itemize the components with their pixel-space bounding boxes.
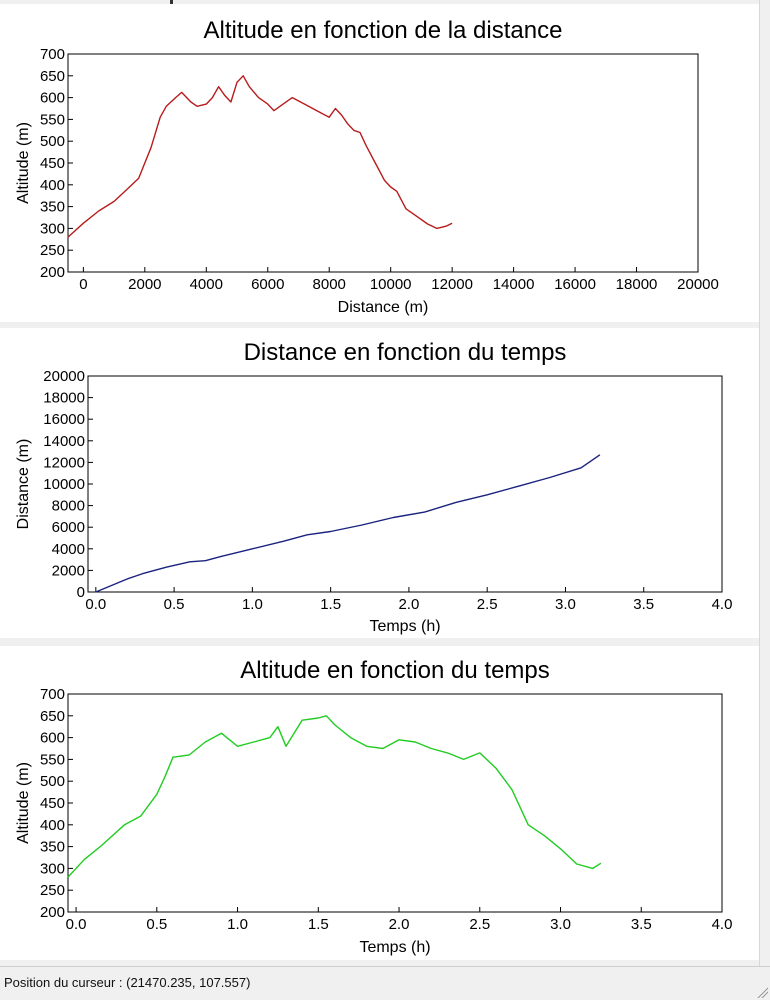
chart-1-x-tick-label: 16000 [554, 276, 596, 293]
chart-3-y-tick-label: 250 [39, 882, 65, 900]
chart-1-y-tick-label: 250 [39, 242, 65, 260]
chart-3-y-tick-label: 450 [39, 795, 65, 812]
chart-2-plot-area [88, 376, 722, 592]
chart-1-y-tick-label: 550 [39, 111, 65, 129]
chart-1-title: Altitude en fonction de la distance [203, 17, 563, 44]
chart-1-x-tick-label: 4000 [189, 276, 223, 293]
chart-2-x-axis-label: Temps (h) [369, 618, 441, 635]
window-right-border [759, 0, 770, 966]
chart-3-x-axis-label: Temps (h) [359, 939, 431, 956]
chart-2-y-tick-label: 4000 [51, 540, 85, 558]
chart-panel-distance-time [0, 328, 760, 638]
resize-grip[interactable] [756, 986, 768, 998]
chart-3-y-tick-label: 200 [39, 904, 65, 921]
chart-3-x-tick-label: 4.0 [711, 916, 733, 933]
chart-2-x-tick-label: 1.5 [320, 596, 342, 613]
chart-2-x-tick-label: 0.0 [85, 596, 107, 613]
chart-altitude-distance[interactable] [0, 4, 760, 322]
chart-1-y-tick-label: 400 [39, 176, 65, 194]
chart-3-x-tick-label: 0.0 [65, 916, 87, 933]
chart-3-x-tick-label: 0.5 [146, 916, 168, 933]
chart-2-y-tick-label: 18000 [43, 389, 85, 407]
chart-1-x-tick-label: 6000 [251, 276, 285, 293]
chart-1-x-tick-label: 10000 [369, 276, 412, 293]
chart-2-x-tick-label: 2.0 [398, 596, 420, 613]
chart-1-x-tick-label: 20000 [677, 276, 719, 293]
chart-1-y-tick-label: 200 [39, 264, 65, 281]
chart-2-x-tick-label: 3.5 [633, 596, 655, 613]
chart-1-y-axis-label: Altitude (m) [15, 122, 32, 204]
chart-1-x-tick-label: 2000 [128, 276, 162, 293]
chart-1-x-tick-label: 0 [79, 276, 88, 293]
cursor-position-text: Position du curseur : (21470.235, 107.557) [4, 975, 251, 990]
chart-2-x-tick-label: 0.5 [163, 596, 185, 613]
chart-2-x-tick-label: 2.5 [476, 596, 498, 613]
chart-3-x-tick-label: 1.5 [307, 916, 329, 933]
chart-3-y-axis-label: Altitude (m) [15, 762, 32, 844]
chart-1-y-tick-label: 450 [39, 155, 65, 172]
chart-1-x-tick-label: 8000 [312, 276, 346, 293]
chart-1-plot-area [68, 54, 698, 272]
chart-3-x-tick-label: 2.5 [469, 916, 491, 933]
chart-2-x-tick-label: 1.0 [241, 596, 263, 613]
chart-3-y-tick-label: 400 [39, 816, 65, 834]
chart-1-x-tick-label: 12000 [431, 276, 474, 293]
chart-2-y-tick-label: 14000 [43, 432, 85, 450]
chart-3-y-tick-label: 650 [39, 707, 65, 725]
chart-3-y-tick-label: 600 [39, 729, 65, 747]
chart-distance-time[interactable] [0, 328, 760, 638]
chart-3-y-tick-label: 300 [39, 860, 65, 878]
chart-3-x-tick-label: 3.0 [550, 916, 571, 933]
chart-2-y-tick-label: 0 [76, 584, 85, 601]
chart-2-y-tick-label: 2000 [51, 562, 85, 580]
chart-1-x-tick-label: 14000 [492, 276, 535, 293]
chart-altitude-time[interactable] [0, 646, 760, 960]
chart-1-x-tick-label: 18000 [615, 276, 658, 293]
chart-1-y-tick-label: 350 [39, 198, 65, 216]
chart-1-y-tick-label: 700 [39, 46, 65, 63]
chart-1-y-tick-label: 500 [39, 133, 65, 151]
chart-1-y-tick-label: 300 [39, 220, 65, 238]
chart-1-x-axis-label: Distance (m) [337, 299, 429, 316]
chart-2-y-tick-label: 16000 [43, 411, 85, 429]
status-bar [0, 966, 770, 1000]
chart-1-y-tick-label: 650 [39, 67, 65, 85]
chart-3-title: Altitude en fonction du temps [240, 657, 550, 684]
chart-3-y-tick-label: 350 [39, 838, 65, 856]
chart-2-title: Distance en fonction du temps [243, 339, 567, 366]
chart-2-x-tick-label: 3.0 [555, 596, 576, 613]
chart-2-x-tick-label: 4.0 [711, 596, 733, 613]
chart-3-x-tick-label: 1.0 [227, 916, 248, 933]
chart-2-y-axis-label: Distance (m) [15, 438, 32, 530]
chart-3-x-tick-label: 3.5 [630, 916, 652, 933]
chart-3-plot-area [68, 694, 722, 912]
chart-2-y-tick-label: 6000 [51, 519, 85, 537]
chart-panel-altitude-distance [0, 4, 760, 322]
chart-2-y-tick-label: 10000 [43, 476, 85, 493]
chart-2-y-tick-label: 20000 [43, 368, 85, 385]
chart-3-y-tick-label: 700 [39, 686, 65, 703]
chart-panel-altitude-time [0, 646, 760, 960]
chart-3-y-tick-label: 500 [39, 773, 65, 791]
chart-1-y-tick-label: 600 [39, 89, 65, 107]
chart-2-y-tick-label: 12000 [43, 454, 85, 472]
chart-3-y-tick-label: 550 [39, 751, 65, 769]
chart-3-x-tick-label: 2.0 [388, 916, 410, 933]
chart-2-y-tick-label: 8000 [51, 497, 85, 515]
